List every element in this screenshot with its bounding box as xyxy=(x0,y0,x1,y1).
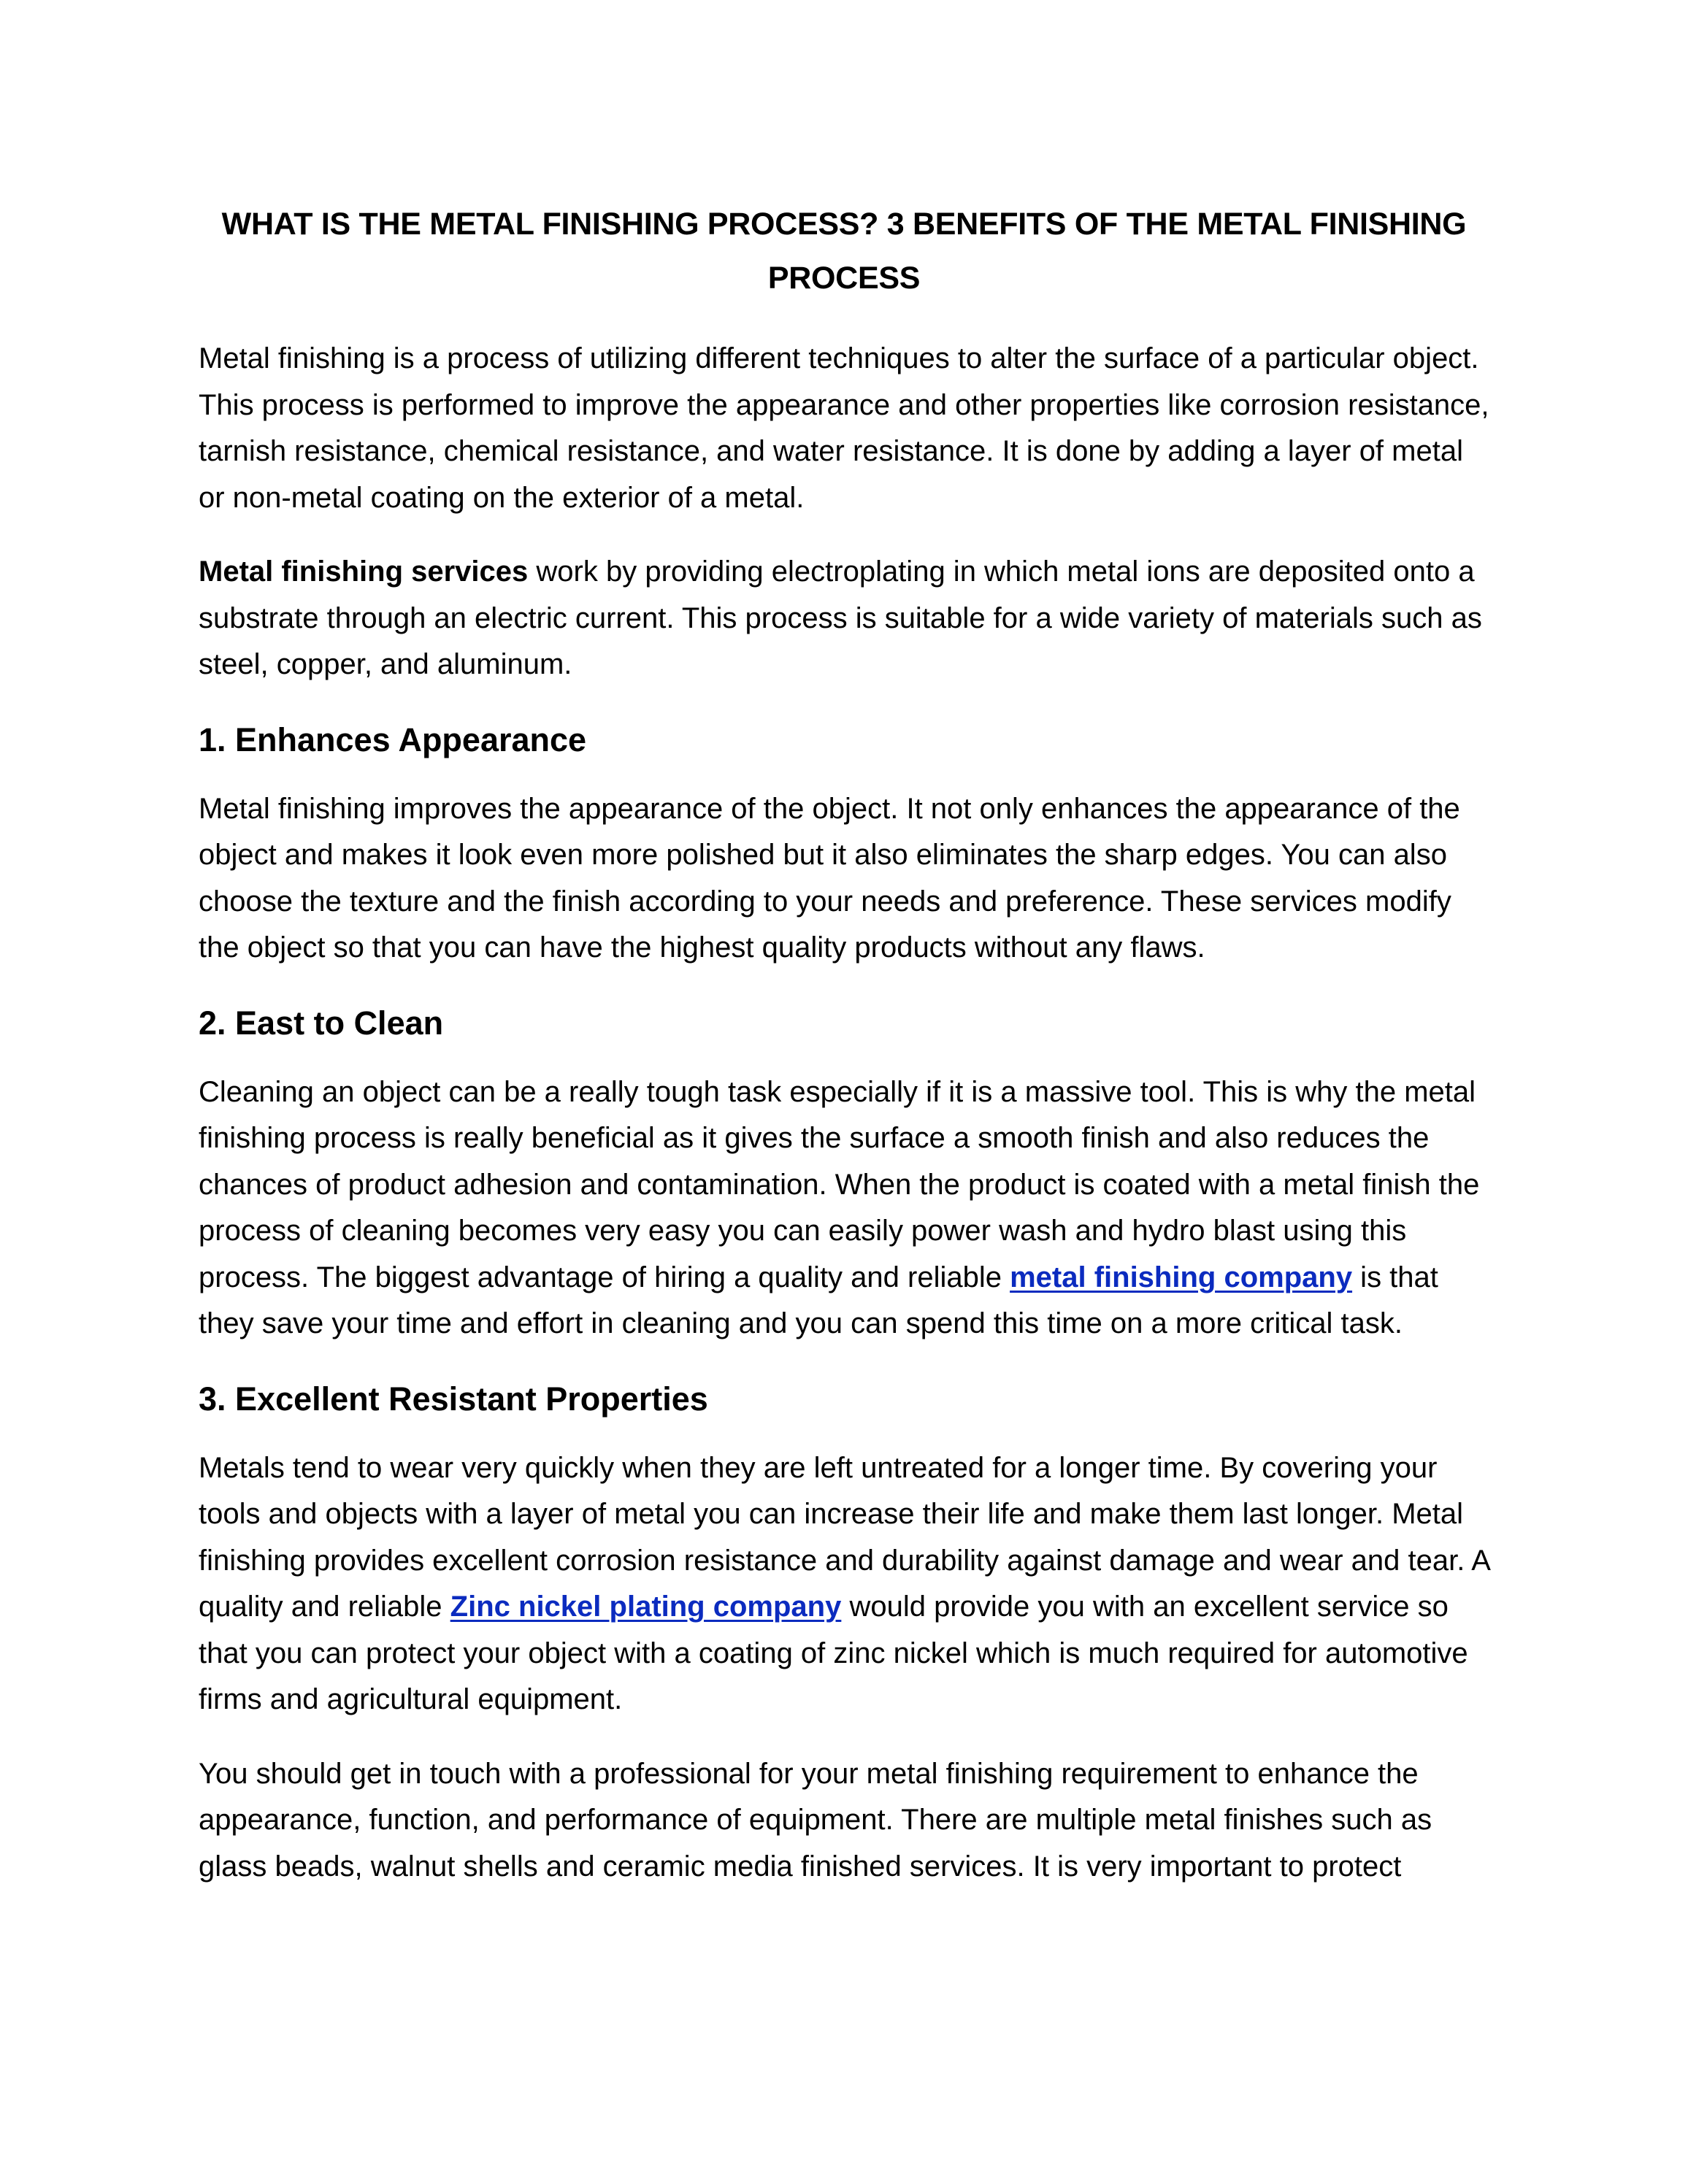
document-page xyxy=(199,197,1489,1918)
section-body-easy-to-clean xyxy=(199,1069,1489,1347)
section-heading-resistant-properties: 3. Excellent Resistant Properties xyxy=(199,1380,708,1418)
section-body-text: Cleaning an object can be a really tough task especially if it is a massive tool. This is why the metal finishing process is really beneficial as it gives the surface a smooth finish and also reduces the chances of product adhesion and contamination. When the product is coated with a metal finish the process of cleaning becomes very easy you can easily power wash and hydro blast using this process. The biggest advantage of hiring a quality and reliable xyxy=(199,1075,1480,1293)
section-heading-enhances-appearance: 1. Enhances Appearance xyxy=(199,720,587,758)
metal-finishing-company-link[interactable]: metal finishing company xyxy=(1010,1261,1353,1293)
section-body-text: is that they save your time and effort in cleaning and you can spend this time on a more critical task. xyxy=(199,1261,1438,1339)
closing-paragraph: You should get in touch with a professional for your metal finishing requirement to enhance the appearance, function, and performance of equipment. There are multiple metal finishes such as glass beads, walnut shells and ceramic media finished services. It is very important to protect xyxy=(199,1757,1432,1883)
zinc-nickel-plating-company-link[interactable]: Zinc nickel plating company xyxy=(450,1591,842,1623)
section-body-enhances-appearance: Metal finishing improves the appearance of the object. It not only enhances the appearance of the object and makes it look even more polished but it also eliminates the sharp edges. You can also choose the texture and the finish according to your needs and preference. These services modify the object so that you can have the highest quality products without any flaws. xyxy=(199,792,1460,964)
section-body-text: Metals tend to wear very quickly when they are left untreated for a longer time. By covering your tools and objects with a layer of metal you can increase their life and make them last longer. Metal finishing provides excellent corrosion resistance and durability against damage and wear and tear. A quality and reliable xyxy=(199,1451,1489,1623)
document-title: WHAT IS THE METAL FINISHING PROCESS? 3 BENEFITS OF THE METAL FINISHING PROCESS xyxy=(221,207,1467,296)
section-heading-easy-to-clean: 2. East to Clean xyxy=(199,1004,444,1042)
section-body-text: would provide you with an excellent service so that you can protect your object with a coating of zinc nickel which is much required for automotive firms and agricultural equipment. xyxy=(199,1591,1468,1715)
services-bold-lead: Metal finishing services xyxy=(199,555,529,588)
section-body-resistant-properties xyxy=(199,1445,1489,1723)
services-paragraph xyxy=(199,549,1489,688)
services-paragraph-text: work by providing electroplating in which metal ions are deposited onto a substrate through an electric current. This process is suitable for a wide variety of materials such as steel, copper, and aluminum. xyxy=(199,555,1482,680)
intro-paragraph: Metal finishing is a process of utilizing different techniques to alter the surface of a particular object. This process is performed to improve the appearance and other properties like corrosion resistance, tarnish resistance, chemical resistance, and water resistance. It is done by adding a layer of metal or non-metal coating on the exterior of a metal. xyxy=(199,342,1489,514)
